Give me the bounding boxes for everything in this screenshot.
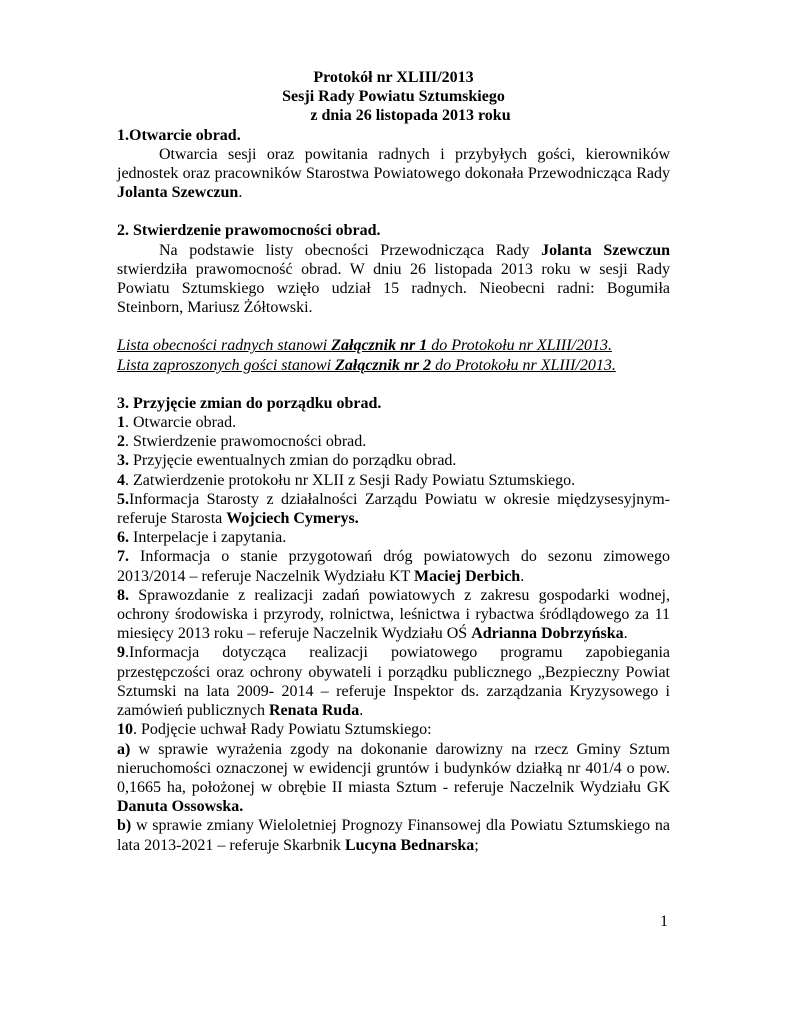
agenda-item: 6. Interpelacje i zapytania. — [117, 529, 287, 547]
agenda-item: 3. Przyjęcie ewentualnych zmian do porządku obrad. — [117, 452, 457, 470]
agenda-item: 7. Informacja o stanie przygotowań dróg powiatowych do sezonu zimowego 2013/2014 – referuje Naczelnik Wydziału KT Maciej Derbich. — [117, 548, 670, 585]
section-1-paragraph: Otwarcia sesji oraz powitania radnych i przybyłych gości, kierowników jednostek oraz pracowników Starostwa Powiatowego dokonała Przewodnicząca Rady Jolanta Szewczun. — [117, 145, 670, 202]
section-1-heading: 1.Otwarcie obrad. — [117, 126, 241, 144]
agenda-subitem: a) w sprawie wyrażenia zgody na dokonanie darowizny na rzecz Gminy Sztum nieruchomości oznaczonej w ewidencji gruntów i budynków działką nr 401/4 o pow. 0,1665 ha, położonej w obrębie II miasta Sztum - referuje Naczelnik Wydziału GK Danuta Ossowska. — [117, 740, 670, 816]
attachment-note-1: Lista obecności radnych stanowi Załącznik nr 1 do Protokołu nr XLIII/2013. — [117, 337, 612, 355]
chairwoman-name: Jolanta Szewczun — [541, 241, 671, 259]
title-line-1: Protokół nr XLIII/2013 — [313, 69, 474, 86]
agenda-item: 10. Podjęcie uchwał Rady Powiatu Sztumskiego: — [117, 721, 432, 739]
agenda-item: 9.Informacja dotycząca realizacji powiatowego programu zapobiegania przestępczości oraz ochrony obywateli i porządku publicznego „Bezpieczny Powiat Sztumski na lata 2009- 2014 – referuje Inspektor ds. zarządzania Kryzysowego i zamówień publicznych Renata Ruda. — [117, 644, 670, 720]
agenda-subitem: b) w sprawie zmiany Wieloletniej Prognozy Finansowej dla Powiatu Sztumskiego na lata 2013-2021 – referuje Skarbnik Lucyna Bednarska; — [117, 817, 670, 854]
page-number: 1 — [660, 913, 668, 930]
agenda-item: 1. Otwarcie obrad. — [117, 414, 237, 432]
section-2-heading: 2. Stwierdzenie prawomocności obrad. — [117, 222, 381, 240]
agenda-item: 2. Stwierdzenie prawomocności obrad. — [117, 433, 367, 451]
title-line-2: Sesji Rady Powiatu Sztumskiego — [282, 88, 505, 106]
agenda-item: 8. Sprawozdanie z realizacji zadań powiatowych z zakresu gospodarki wodnej, ochrony środowiska i przyrody, rolnictwa, leśnictwa i rybactwa śródlądowego za 11 miesięcy 2013 roku – referuje Naczelnik Wydziału OŚ Adrianna Dobrzyńska. — [117, 586, 670, 643]
section-2-paragraph: Na podstawie listy obecności Przewodnicząca Rady Jolanta Szewczun stwierdziła prawomocność obrad. W dniu 26 listopada 2013 roku w sesji Rady Powiatu Sztumskiego wzięło udział 15 radnych. Nieobecni radni: Bogumiła Steinborn, Mariusz Żółtowski. — [117, 241, 671, 317]
attachment-note-2: Lista zaproszonych gości stanowi Załącznik nr 2 do Protokołu nr XLIII/2013. — [117, 356, 616, 374]
agenda-item: 4. Zatwierdzenie protokołu nr XLII z Sesji Rady Powiatu Sztumskiego. — [117, 471, 576, 489]
agenda-item: 5.Informacja Starosty z działalności Zarządu Powiatu w okresie międzysesyjnym- referuje Starosta Wojciech Cymerys. — [117, 490, 670, 528]
title-line-3: z dnia 26 listopada 2013 roku — [310, 107, 511, 125]
document-body — [117, 68, 670, 855]
protocol-title — [117, 68, 670, 126]
section-3-heading: 3. Przyjęcie zmian do porządku obrad. — [117, 394, 382, 412]
chairwoman-name: Jolanta Szewczun — [117, 184, 239, 202]
